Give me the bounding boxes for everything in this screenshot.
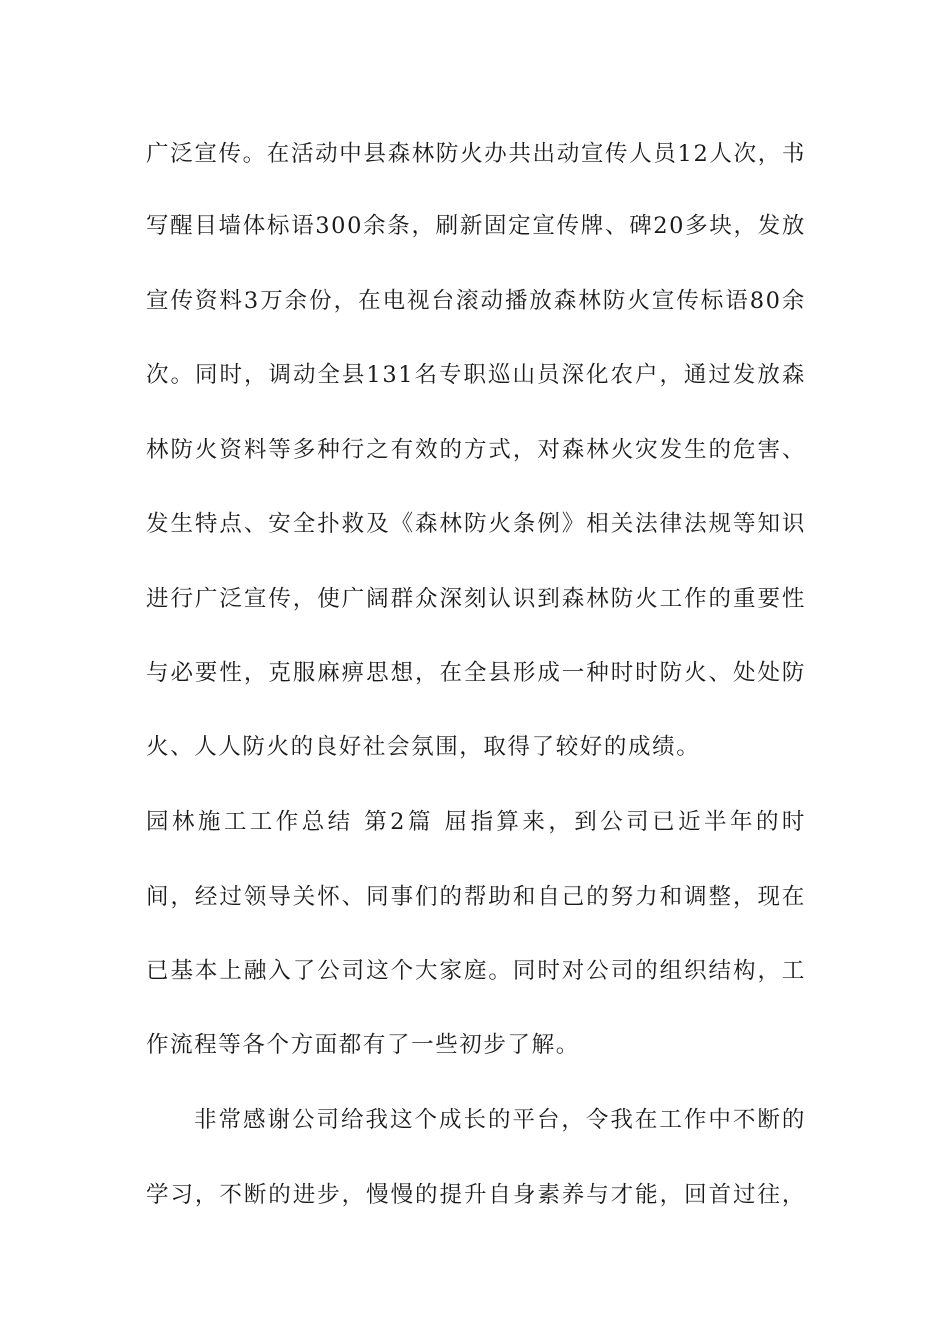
text-line-4: 次。同时，调动全县131名专职巡山员深化农户，通过发放森: [146, 362, 806, 388]
section-heading-line: 园林施工工作总结 第2篇 屈指算来，到公司已近半年的时: [146, 809, 806, 835]
text-line-5: 林防火资料等多种行之有效的方式，对森林火灾发生的危害、: [146, 437, 806, 463]
text-line-11: 间，经过领导关怀、同事们的帮助和自己的努力和调整，现在: [146, 884, 806, 910]
text-line-6: 发生特点、安全扑救及《森林防火条例》相关法律法规等知识: [146, 511, 806, 537]
text-line-9: 火、人人防火的良好社会氛围，取得了较好的成绩。: [146, 734, 701, 760]
text-line-1: 广泛宣传。在活动中县森林防火办共出动宣传人员12人次，书: [146, 141, 806, 167]
text-line-14: 非常感谢公司给我这个成长的平台，令我在工作中不断的: [194, 1107, 806, 1133]
text-line-2: 写醒目墙体标语300余条，刷新固定宣传牌、碑20多块，发放: [146, 213, 806, 239]
text-line-3: 宣传资料3万余份，在电视台滚动播放森林防火宣传标语80余: [146, 288, 806, 314]
text-line-8: 与必要性，克服麻痹思想，在全县形成一种时时防火、处处防: [146, 660, 806, 686]
text-line-13: 作流程等各个方面都有了一些初步了解。: [146, 1032, 580, 1058]
text-line-7: 进行广泛宣传，使广阔群众深刻认识到森林防火工作的重要性: [146, 586, 806, 612]
text-line-12: 已基本上融入了公司这个大家庭。同时对公司的组织结构，工: [146, 958, 806, 984]
text-line-15: 学习，不断的进步，慢慢的提升自身素养与才能，回首过往，: [146, 1182, 806, 1208]
